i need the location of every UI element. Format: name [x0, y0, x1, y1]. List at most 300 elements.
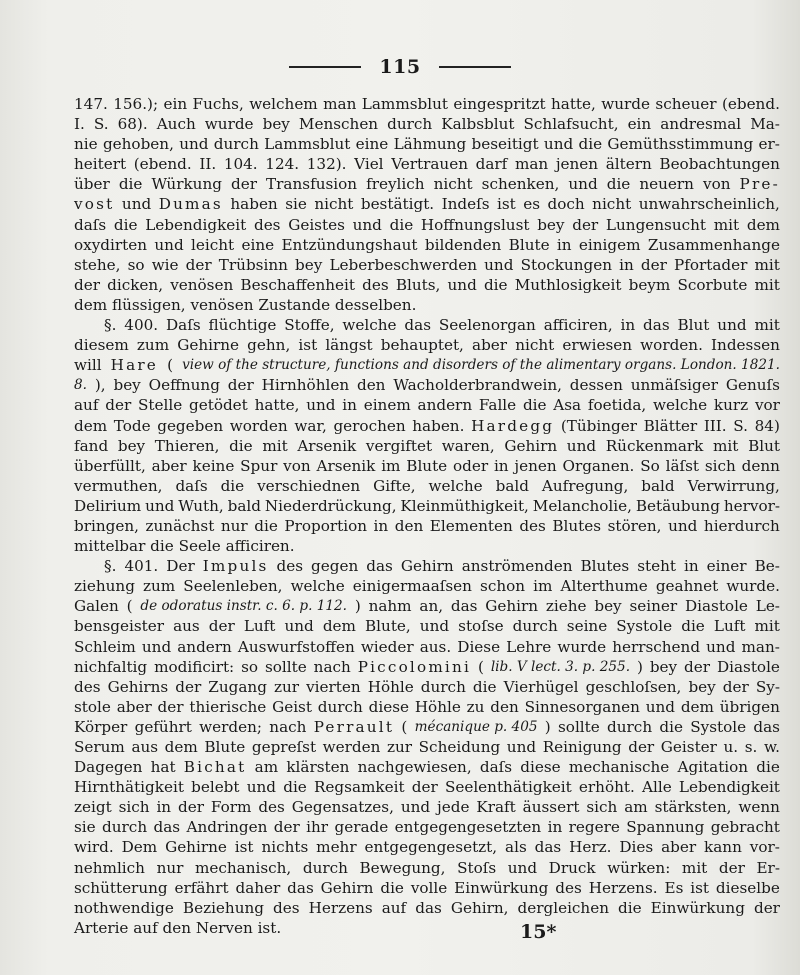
word: Zusammenhange: [647, 235, 780, 254]
word: der: [74, 275, 100, 294]
word: Serum: [74, 738, 125, 756]
word: seine: [566, 617, 608, 636]
word: ),: [94, 376, 106, 395]
word: wie: [151, 255, 179, 274]
word: das: [753, 717, 780, 736]
word: Schleim: [74, 637, 136, 656]
word: Pfortader: [673, 255, 748, 274]
word: Menschen: [298, 115, 379, 134]
text-line: [74, 255, 780, 275]
word: mit: [754, 316, 780, 335]
word: bensgeister: [74, 617, 164, 636]
word: entgegengesetzt,: [364, 838, 498, 857]
word: vierten: [306, 677, 361, 696]
word: und: [352, 215, 382, 234]
italic-citation: mécanique p. 405: [414, 718, 538, 735]
word: mit: [754, 275, 780, 294]
word: Gegensatzes,: [291, 798, 394, 817]
word: Druck: [548, 858, 596, 877]
word: schon: [480, 577, 526, 596]
word: würken:: [607, 858, 671, 877]
text-line: [74, 215, 780, 235]
spaced-name: Hardegg: [471, 416, 555, 435]
word: Es: [664, 878, 684, 897]
word: welche: [653, 396, 708, 415]
word: sollte: [558, 717, 600, 736]
text-line: [74, 837, 780, 857]
text-line: [74, 315, 780, 335]
spaced-name: Hare: [110, 356, 158, 375]
word: nicht: [314, 195, 354, 214]
word: und: [566, 436, 597, 455]
word: durch: [102, 818, 148, 837]
word: herrschend: [612, 637, 701, 656]
word: nichfaltig: [74, 657, 148, 676]
word: bringen,: [74, 516, 139, 535]
word: erhöht.: [578, 778, 635, 797]
word: behauptet,: [380, 336, 464, 355]
word: ist: [497, 195, 516, 214]
word: Blutes: [552, 516, 602, 535]
word: die: [389, 215, 414, 234]
word: und: [447, 275, 477, 294]
word: des: [253, 215, 281, 234]
word: und: [284, 617, 314, 636]
word: Luft: [243, 617, 276, 636]
word: ziehe: [545, 597, 587, 616]
word: bey: [537, 215, 565, 234]
word: jenen: [514, 456, 557, 475]
word: als: [505, 838, 527, 857]
word: die: [254, 516, 278, 535]
word: der: [175, 677, 202, 696]
word: ): [636, 657, 643, 676]
word: die: [756, 758, 780, 777]
word: daher: [235, 878, 281, 897]
word: nur: [220, 516, 248, 535]
word: und: [507, 858, 538, 877]
word: 84): [754, 416, 780, 435]
word: Trübsinn: [218, 255, 288, 274]
word: zunächst: [145, 516, 215, 535]
word: und: [179, 135, 209, 154]
word: Er-: [756, 858, 780, 877]
word: foetida,: [587, 396, 647, 415]
word: aber: [661, 838, 697, 857]
word: w.: [763, 738, 780, 756]
word: scheuer: [655, 95, 717, 113]
word: geschloſsen,: [585, 677, 682, 696]
word: Auswurfstoffen: [237, 637, 355, 656]
word: des: [74, 677, 101, 696]
word: Kraft: [476, 798, 516, 817]
word: man: [323, 95, 357, 113]
word: worden.: [640, 336, 703, 355]
word: heitert: [74, 155, 127, 174]
word: nicht: [515, 336, 555, 355]
word: am: [254, 758, 279, 777]
word: das: [534, 838, 562, 857]
word: und: [306, 396, 336, 415]
word: Scheidung: [418, 738, 501, 756]
word: dem: [746, 215, 780, 234]
text-line: [74, 416, 780, 436]
word: Würkung: [151, 175, 222, 194]
word: in: [156, 798, 172, 817]
word: geahnet: [655, 577, 719, 596]
word: Hoffnungslust: [420, 215, 530, 234]
word: Rückenmark: [605, 436, 704, 455]
word: man: [514, 155, 549, 174]
word: waren,: [441, 436, 495, 455]
word: 147.: [74, 95, 108, 113]
word: ein: [627, 115, 652, 134]
word: mechanisch,: [194, 858, 292, 877]
word: durch: [387, 115, 433, 134]
text-line: [74, 918, 780, 938]
word: eingespritzt: [453, 95, 546, 113]
italic-citation: 8.: [74, 377, 87, 394]
word: Herzens.: [588, 878, 658, 897]
word: den: [490, 697, 519, 716]
word: mit: [713, 436, 739, 455]
word: und: [506, 738, 537, 756]
word: §.: [104, 557, 117, 576]
word: das: [153, 818, 181, 837]
word: bey: [117, 436, 146, 455]
word: mit: [681, 858, 708, 877]
word: der: [227, 376, 254, 395]
word: Gehirne: [177, 336, 240, 355]
word: auf: [74, 396, 99, 415]
word: bald: [495, 476, 529, 495]
italic-citation: de odoratus instr. c. 6. p. 112.: [140, 598, 347, 615]
word: Gehirn: [485, 597, 539, 616]
word: der: [640, 255, 667, 274]
word: wurde: [601, 95, 651, 113]
word: das: [450, 597, 478, 616]
word: das: [415, 898, 442, 917]
word: diesem: [74, 336, 129, 355]
word: Gehirn: [504, 436, 558, 455]
text-line: [74, 757, 780, 777]
text-line: [74, 436, 780, 456]
word: bey: [649, 657, 678, 676]
word: Vierhügel: [503, 677, 579, 696]
word: Dies: [619, 838, 654, 857]
word: Andringen: [186, 818, 268, 837]
word: Gehirne: [165, 838, 227, 857]
word: Hirnthätigkeit: [74, 778, 184, 797]
text-line: [74, 536, 780, 556]
word: Viel: [354, 155, 384, 174]
word: Lammsblut: [264, 135, 351, 154]
word: sich: [586, 798, 618, 817]
word: jenen: [555, 155, 599, 174]
word: vor: [754, 396, 780, 415]
word: dem: [680, 697, 714, 716]
word: Gifte,: [373, 476, 416, 495]
word: Scorbute: [677, 275, 748, 294]
word: vor-: [749, 838, 780, 857]
word: Höhle: [367, 677, 414, 696]
word: welchem: [249, 95, 318, 113]
word: 156.);: [113, 95, 159, 113]
text-line: [74, 898, 780, 918]
word: dicken,: [107, 275, 164, 294]
word: stören,: [607, 516, 662, 535]
word: Bewegung,: [359, 858, 446, 877]
word: des: [273, 898, 300, 917]
word: aus.: [419, 637, 452, 656]
word: regere: [568, 818, 620, 837]
text-line: [74, 777, 780, 797]
spaced-name: Pre-: [739, 175, 780, 194]
word: So: [640, 456, 660, 475]
text-line: [74, 335, 780, 355]
text-line: [74, 576, 780, 596]
word: verschiednen: [257, 476, 361, 495]
word: §.: [104, 316, 117, 335]
word: Zugang: [208, 677, 267, 696]
word: daſs: [479, 758, 513, 777]
word: und: [141, 637, 172, 656]
word: Blute,: [365, 617, 411, 636]
word: im: [533, 577, 553, 596]
word: 68).: [117, 115, 148, 134]
word: und: [706, 637, 736, 656]
word: gegeben: [157, 416, 224, 435]
word: diese: [368, 697, 409, 716]
word: zur: [387, 738, 413, 756]
word: die: [578, 135, 603, 154]
word: einigem: [578, 235, 641, 254]
word: Muthlosigkeit: [514, 275, 622, 294]
text-line: [74, 295, 780, 315]
word: sollte: [264, 657, 307, 676]
word: andern: [177, 637, 232, 656]
spaced-name: Impuls: [202, 557, 269, 576]
word: unwahrscheinlich,: [638, 195, 780, 214]
text-line: [74, 677, 780, 697]
word: III.: [703, 416, 727, 435]
word: steht: [637, 557, 676, 576]
word: in: [620, 316, 636, 335]
word: ist: [234, 838, 254, 857]
word: übrigen: [719, 697, 780, 716]
word: ein: [163, 95, 188, 113]
word: Alterthume: [560, 577, 648, 596]
word: hierdurch: [703, 516, 780, 535]
word: doch: [547, 195, 585, 214]
text-line: [74, 395, 780, 415]
word: leicht: [191, 235, 235, 254]
word: daſs: [175, 476, 208, 495]
text-line: [74, 496, 780, 516]
text-line: [74, 797, 780, 817]
word: Be-: [754, 557, 780, 576]
word: Gehirn,: [450, 898, 509, 917]
word: in: [619, 255, 634, 274]
word: Genuſs: [725, 376, 780, 395]
word: Wacholderbrandwein,: [393, 376, 562, 395]
word: mit: [754, 255, 780, 274]
word: geführt: [134, 717, 192, 736]
word: (ebend.: [133, 155, 192, 174]
word: der: [231, 175, 257, 194]
word: (ebend.: [721, 95, 780, 113]
word: aber: [116, 697, 152, 716]
word: überfüllt,: [74, 456, 146, 475]
word: Spur: [240, 456, 278, 475]
word: welche: [428, 476, 483, 495]
word: gebracht: [710, 818, 780, 837]
word: denn: [741, 456, 780, 475]
word: man-: [741, 637, 780, 656]
word: bestätigt.: [360, 195, 435, 214]
word: kann: [704, 838, 742, 857]
word: Blut: [677, 316, 710, 335]
word: zur: [273, 677, 300, 696]
word: aber: [472, 336, 508, 355]
word: welche: [290, 577, 345, 596]
word: Luft: [713, 617, 746, 636]
word: nie: [74, 135, 98, 154]
word: nach: [313, 657, 351, 676]
word: Stockungen: [520, 255, 612, 274]
word: Höhle: [414, 697, 461, 716]
word: Arsenik: [316, 456, 376, 475]
word: oder: [453, 456, 489, 475]
word: so: [241, 657, 259, 676]
word: der: [722, 677, 749, 696]
word: 132).: [306, 155, 347, 174]
text-line: [74, 154, 780, 174]
word: ihr: [306, 818, 329, 837]
word: einer: [706, 557, 747, 576]
word: Schlafsucht,: [523, 115, 619, 134]
text-line: [74, 637, 780, 657]
word: fand: [74, 436, 109, 455]
word: die: [380, 878, 404, 897]
word: Form: [210, 798, 252, 817]
word: der: [411, 778, 438, 797]
word: bald: [641, 476, 675, 495]
word: mit: [262, 436, 288, 455]
word: vergiftet: [365, 436, 433, 455]
word: durch: [302, 858, 348, 877]
word: welche: [342, 316, 397, 335]
word: die: [113, 215, 138, 234]
word: und: [121, 195, 152, 214]
word: über: [74, 175, 110, 194]
word: in: [547, 818, 563, 837]
word: vermuthen,: [74, 476, 163, 495]
word: mit: [754, 617, 780, 636]
word: Falle: [478, 396, 517, 415]
word: sich: [118, 798, 150, 817]
word: Aufregung,: [541, 476, 629, 495]
word: nur: [156, 858, 184, 877]
word: und: [154, 235, 184, 254]
word: anströmenden: [461, 557, 573, 576]
word: Melancholie,: [532, 496, 632, 515]
word: oxydirten: [74, 235, 148, 254]
word: durch: [420, 677, 466, 696]
word: Organen.: [562, 456, 635, 475]
word: bildenden: [424, 235, 502, 254]
word: des: [276, 557, 304, 576]
word: Stoffe,: [284, 316, 335, 335]
word: Seelenthätigkeit: [444, 778, 572, 797]
word: der: [185, 255, 212, 274]
word: nichts: [261, 838, 309, 857]
word: S.: [733, 416, 748, 435]
word: hat: [150, 758, 176, 777]
word: und: [400, 798, 431, 817]
word: die: [283, 778, 307, 797]
word: (: [167, 356, 173, 375]
word: durch: [607, 717, 653, 736]
word: Blute: [508, 235, 550, 254]
word: Gemüthsstimmung: [607, 135, 754, 154]
word: am: [624, 798, 648, 817]
word: Stoſs: [457, 858, 497, 877]
word: der: [628, 738, 655, 756]
line-text: Arterie auf den Nerven ist.: [74, 918, 282, 937]
word: der: [753, 898, 780, 917]
word: Stelle: [138, 396, 183, 415]
text-line: [74, 858, 780, 878]
word: (: [126, 597, 133, 616]
word: darf: [475, 155, 508, 174]
word: die: [618, 898, 642, 917]
word: der: [208, 617, 235, 636]
word: des: [555, 878, 582, 897]
word: dieselbe: [715, 878, 780, 897]
word: Dem: [121, 838, 158, 857]
word: bald: [227, 496, 261, 515]
word: Sy-: [755, 677, 780, 696]
text-line: [74, 476, 780, 496]
word: zu: [466, 697, 485, 716]
word: andern: [417, 396, 473, 415]
word: so: [127, 255, 145, 274]
word: hervor-: [723, 496, 780, 515]
word: u.: [723, 738, 739, 756]
word: unmäſsiger: [630, 376, 718, 395]
word: Beziehung: [182, 898, 264, 917]
word: Reinigung: [542, 738, 622, 756]
word: nachgewiesen,: [357, 758, 472, 777]
word: und: [668, 516, 698, 535]
word: nicht: [433, 175, 473, 194]
word: aber: [151, 456, 187, 475]
word: sie: [285, 195, 307, 214]
word: Der: [166, 557, 195, 576]
word: der: [178, 798, 204, 817]
word: Wuth,: [178, 496, 224, 515]
word: Spannung: [626, 818, 705, 837]
text-line: [74, 375, 780, 395]
word: Ma-: [750, 115, 780, 134]
word: auf: [381, 898, 407, 917]
word: nach: [269, 717, 307, 736]
word: Auch: [156, 115, 196, 134]
word: Hirnhöhlen: [261, 376, 350, 395]
text-line: [74, 516, 780, 536]
word: sich: [704, 456, 736, 475]
